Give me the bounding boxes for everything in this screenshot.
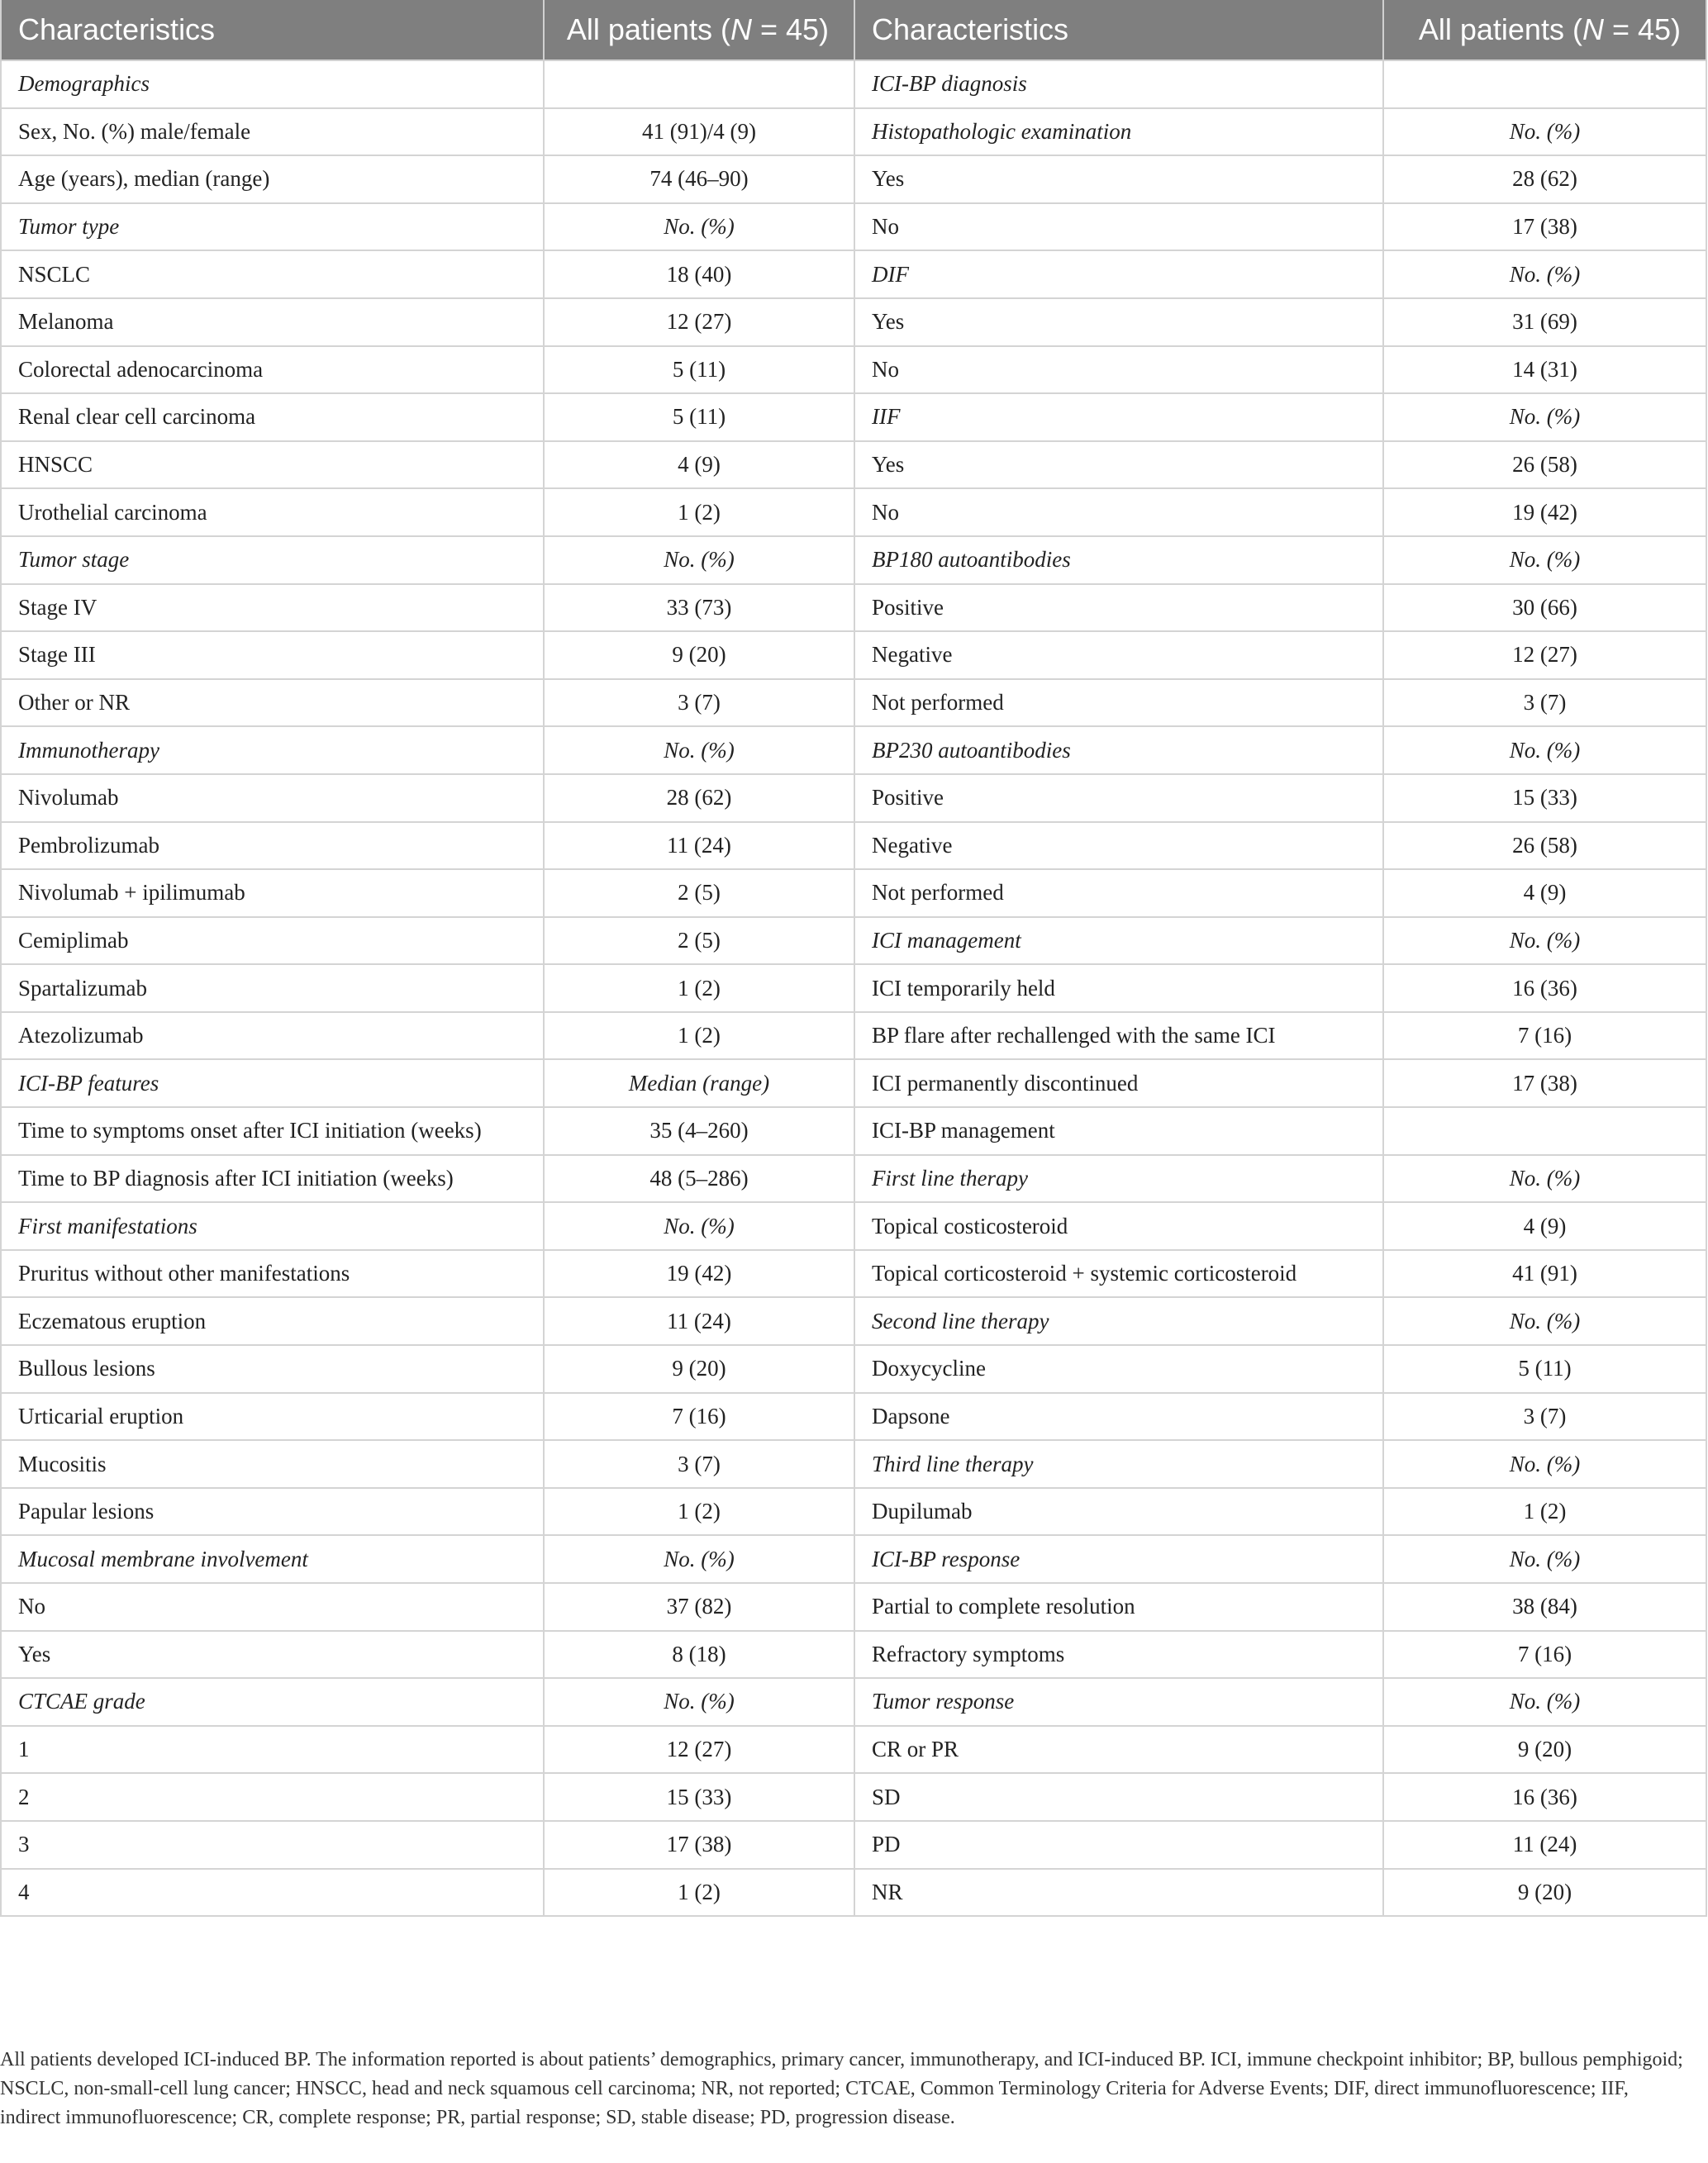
right-value-cell: 41 (91) [1383, 1250, 1706, 1298]
table-row [1, 1488, 1706, 1536]
left-characteristic-cell: Demographics [1, 60, 544, 108]
right-characteristic-cell: BP230 autoantibodies [854, 726, 1383, 774]
left-characteristic-cell: Colorectal adenocarcinoma [1, 346, 544, 394]
right-characteristic-cell: Third line therapy [854, 1440, 1383, 1488]
left-characteristic-cell: Stage III [1, 631, 544, 679]
left-value-cell: 3 (7) [544, 1440, 854, 1488]
table-body [1, 60, 1706, 1916]
left-characteristic-cell: Pruritus without other manifestations [1, 1250, 544, 1298]
table-row [1, 1012, 1706, 1060]
table-row [1, 679, 1706, 727]
header-n: N [1582, 12, 1604, 46]
right-value-cell: 31 (69) [1383, 298, 1706, 346]
right-value-cell: 14 (31) [1383, 346, 1706, 394]
right-value-cell: No. (%) [1383, 250, 1706, 298]
left-value-cell: 2 (5) [544, 869, 854, 917]
table-row [1, 1440, 1706, 1488]
left-characteristic-cell: Cemiplimab [1, 917, 544, 965]
table-row [1, 1202, 1706, 1250]
right-characteristic-cell: CR or PR [854, 1726, 1383, 1774]
left-characteristic-cell: Papular lesions [1, 1488, 544, 1536]
left-characteristic-cell: Renal clear cell carcinoma [1, 393, 544, 441]
right-characteristic-cell: ICI temporarily held [854, 964, 1383, 1012]
right-characteristic-cell: Positive [854, 774, 1383, 822]
table-row [1, 1250, 1706, 1298]
right-value-cell: 5 (11) [1383, 1345, 1706, 1393]
header-characteristics-left: Characteristics [1, 0, 544, 60]
right-value-cell: 7 (16) [1383, 1631, 1706, 1679]
left-value-cell: 2 (5) [544, 917, 854, 965]
left-value-cell: 7 (16) [544, 1393, 854, 1441]
table-row [1, 346, 1706, 394]
table-row [1, 488, 1706, 536]
right-characteristic-cell: No [854, 488, 1383, 536]
left-characteristic-cell: CTCAE grade [1, 1678, 544, 1726]
right-characteristic-cell: Yes [854, 155, 1383, 203]
table-row [1, 203, 1706, 251]
left-characteristic-cell: No [1, 1583, 544, 1631]
left-characteristic-cell: 2 [1, 1773, 544, 1821]
table-row [1, 1155, 1706, 1203]
right-value-cell: 38 (84) [1383, 1583, 1706, 1631]
header-suffix: = 45) [1603, 12, 1681, 46]
right-value-cell: 7 (16) [1383, 1012, 1706, 1060]
left-value-cell: 15 (33) [544, 1773, 854, 1821]
left-value-cell: 5 (11) [544, 346, 854, 394]
right-value-cell: 30 (66) [1383, 584, 1706, 632]
right-characteristic-cell: ICI management [854, 917, 1383, 965]
right-characteristic-cell: First line therapy [854, 1155, 1383, 1203]
left-value-cell: 11 (24) [544, 822, 854, 870]
right-characteristic-cell: Dupilumab [854, 1488, 1383, 1536]
left-value-cell: No. (%) [544, 1678, 854, 1726]
right-characteristic-cell: Not performed [854, 679, 1383, 727]
left-value-cell: 35 (4–260) [544, 1107, 854, 1155]
right-characteristic-cell: Negative [854, 631, 1383, 679]
right-value-cell: 16 (36) [1383, 1773, 1706, 1821]
right-value-cell: No. (%) [1383, 393, 1706, 441]
left-characteristic-cell: Time to BP diagnosis after ICI initiation (weeks) [1, 1155, 544, 1203]
left-characteristic-cell: Bullous lesions [1, 1345, 544, 1393]
left-characteristic-cell: Pembrolizumab [1, 822, 544, 870]
right-value-cell: 15 (33) [1383, 774, 1706, 822]
left-value-cell: 3 (7) [544, 679, 854, 727]
left-value-cell: 1 (2) [544, 1012, 854, 1060]
right-value-cell: No. (%) [1383, 726, 1706, 774]
table-row [1, 584, 1706, 632]
left-characteristic-cell: Eczematous eruption [1, 1297, 544, 1345]
table-row [1, 964, 1706, 1012]
left-value-cell: No. (%) [544, 536, 854, 584]
right-characteristic-cell: Refractory symptoms [854, 1631, 1383, 1679]
left-characteristic-cell: Tumor stage [1, 536, 544, 584]
left-characteristic-cell: Mucositis [1, 1440, 544, 1488]
right-characteristic-cell: Topical corticosteroid + systemic corticosteroid [854, 1250, 1383, 1298]
left-characteristic-cell: Immunotherapy [1, 726, 544, 774]
table-row [1, 60, 1706, 108]
left-characteristic-cell: Mucosal membrane involvement [1, 1535, 544, 1583]
left-value-cell: 1 (2) [544, 1488, 854, 1536]
right-value-cell: 9 (20) [1383, 1726, 1706, 1774]
left-value-cell: 5 (11) [544, 393, 854, 441]
right-characteristic-cell: Tumor response [854, 1678, 1383, 1726]
right-characteristic-cell: PD [854, 1821, 1383, 1869]
header-n: N [730, 12, 752, 46]
table-row [1, 1678, 1706, 1726]
right-value-cell: 4 (9) [1383, 1202, 1706, 1250]
right-characteristic-cell: Yes [854, 298, 1383, 346]
header-characteristics-right: Characteristics [854, 0, 1383, 60]
right-value-cell: 17 (38) [1383, 203, 1706, 251]
right-characteristic-cell: ICI permanently discontinued [854, 1059, 1383, 1107]
left-characteristic-cell: Tumor type [1, 203, 544, 251]
table-row [1, 1869, 1706, 1917]
table-row [1, 250, 1706, 298]
right-value-cell: 19 (42) [1383, 488, 1706, 536]
left-value-cell: 41 (91)/4 (9) [544, 108, 854, 156]
table-row [1, 1297, 1706, 1345]
left-value-cell: 33 (73) [544, 584, 854, 632]
header-row [1, 0, 1706, 60]
table-row [1, 726, 1706, 774]
right-characteristic-cell: Second line therapy [854, 1297, 1383, 1345]
left-characteristic-cell: Other or NR [1, 679, 544, 727]
left-characteristic-cell: Spartalizumab [1, 964, 544, 1012]
table-row [1, 1821, 1706, 1869]
right-characteristic-cell: Not performed [854, 869, 1383, 917]
right-value-cell: 4 (9) [1383, 869, 1706, 917]
right-value-cell: 26 (58) [1383, 822, 1706, 870]
right-characteristic-cell: DIF [854, 250, 1383, 298]
right-value-cell: 16 (36) [1383, 964, 1706, 1012]
table-row [1, 822, 1706, 870]
table-row [1, 869, 1706, 917]
table-row [1, 1583, 1706, 1631]
table-row [1, 774, 1706, 822]
right-characteristic-cell: Positive [854, 584, 1383, 632]
right-value-cell: No. (%) [1383, 1535, 1706, 1583]
left-value-cell: 9 (20) [544, 631, 854, 679]
right-value-cell: No. (%) [1383, 1440, 1706, 1488]
left-value-cell: 1 (2) [544, 964, 854, 1012]
left-value-cell [544, 60, 854, 108]
left-value-cell: No. (%) [544, 1202, 854, 1250]
header-all-patients-left [544, 0, 854, 60]
left-characteristic-cell: NSCLC [1, 250, 544, 298]
table-row [1, 917, 1706, 965]
header-all-patients-right [1383, 0, 1706, 60]
table-row [1, 298, 1706, 346]
right-value-cell: 11 (24) [1383, 1821, 1706, 1869]
left-value-cell: No. (%) [544, 203, 854, 251]
right-value-cell: No. (%) [1383, 108, 1706, 156]
left-characteristic-cell: HNSCC [1, 441, 544, 489]
table-row [1, 1345, 1706, 1393]
header-suffix: = 45) [751, 12, 829, 46]
table-row [1, 441, 1706, 489]
left-value-cell: 12 (27) [544, 1726, 854, 1774]
right-characteristic-cell: Negative [854, 822, 1383, 870]
left-value-cell: 48 (5–286) [544, 1155, 854, 1203]
left-value-cell: 19 (42) [544, 1250, 854, 1298]
right-characteristic-cell: BP flare after rechallenged with the same ICI [854, 1012, 1383, 1060]
right-characteristic-cell: Dapsone [854, 1393, 1383, 1441]
right-value-cell: 26 (58) [1383, 441, 1706, 489]
left-value-cell: 4 (9) [544, 441, 854, 489]
left-characteristic-cell: 4 [1, 1869, 544, 1917]
right-value-cell: 3 (7) [1383, 679, 1706, 727]
left-value-cell: 74 (46–90) [544, 155, 854, 203]
right-characteristic-cell: SD [854, 1773, 1383, 1821]
left-characteristic-cell: Yes [1, 1631, 544, 1679]
table-row [1, 1726, 1706, 1774]
left-value-cell: 9 (20) [544, 1345, 854, 1393]
right-value-cell: 28 (62) [1383, 155, 1706, 203]
right-value-cell: 1 (2) [1383, 1488, 1706, 1536]
left-characteristic-cell: Urothelial carcinoma [1, 488, 544, 536]
table-row [1, 108, 1706, 156]
left-characteristic-cell: Urticarial eruption [1, 1393, 544, 1441]
right-characteristic-cell: ICI-BP response [854, 1535, 1383, 1583]
left-characteristic-cell: 3 [1, 1821, 544, 1869]
header-prefix: All patients ( [566, 12, 730, 46]
left-value-cell: Median (range) [544, 1059, 854, 1107]
right-characteristic-cell: Partial to complete resolution [854, 1583, 1383, 1631]
left-value-cell: No. (%) [544, 726, 854, 774]
right-characteristic-cell: BP180 autoantibodies [854, 536, 1383, 584]
right-value-cell: No. (%) [1383, 917, 1706, 965]
right-characteristic-cell: No [854, 203, 1383, 251]
table-row [1, 1393, 1706, 1441]
table-header [1, 0, 1706, 60]
right-value-cell [1383, 60, 1706, 108]
right-characteristic-cell: NR [854, 1869, 1383, 1917]
left-value-cell: 8 (18) [544, 1631, 854, 1679]
left-characteristic-cell: ICI-BP features [1, 1059, 544, 1107]
left-value-cell: 11 (24) [544, 1297, 854, 1345]
table-footnote: All patients developed ICI-induced BP. The information reported is about patients’ demographics, primary cancer, immunotherapy, and ICI-induced BP. ICI, immune checkpoint inhibitor; BP, bullous pemphigoid; NSCLC, non-small-cell lung cancer; HNSCC, head and neck squamous cell carcinoma; NR, not reported; CTCAE, Common Terminology Criteria for Adverse Events; DIF, direct immunofluorescence; IIF, indirect immunofluorescence; CR, complete response; PR, partial response; SD, stable disease; PD, progression disease. [0, 2049, 1683, 2128]
right-value-cell [1383, 1107, 1706, 1155]
left-value-cell: No. (%) [544, 1535, 854, 1583]
right-characteristic-cell: Doxycycline [854, 1345, 1383, 1393]
left-characteristic-cell: Atezolizumab [1, 1012, 544, 1060]
right-characteristic-cell: ICI-BP management [854, 1107, 1383, 1155]
table-row [1, 1773, 1706, 1821]
left-characteristic-cell: Age (years), median (range) [1, 155, 544, 203]
left-value-cell: 17 (38) [544, 1821, 854, 1869]
right-value-cell: 3 (7) [1383, 1393, 1706, 1441]
table-row [1, 393, 1706, 441]
left-value-cell: 1 (2) [544, 488, 854, 536]
left-value-cell: 1 (2) [544, 1869, 854, 1917]
left-characteristic-cell: Melanoma [1, 298, 544, 346]
right-value-cell: 9 (20) [1383, 1869, 1706, 1917]
table-row [1, 536, 1706, 584]
left-characteristic-cell: Time to symptoms onset after ICI initiation (weeks) [1, 1107, 544, 1155]
right-characteristic-cell: Topical costicosteroid [854, 1202, 1383, 1250]
left-value-cell: 18 (40) [544, 250, 854, 298]
left-characteristic-cell: First manifestations [1, 1202, 544, 1250]
left-characteristic-cell: Nivolumab + ipilimumab [1, 869, 544, 917]
left-characteristic-cell: 1 [1, 1726, 544, 1774]
table-row [1, 1059, 1706, 1107]
right-characteristic-cell: No [854, 346, 1383, 394]
table-row [1, 631, 1706, 679]
left-value-cell: 12 (27) [544, 298, 854, 346]
left-characteristic-cell: Stage IV [1, 584, 544, 632]
left-characteristic-cell: Nivolumab [1, 774, 544, 822]
table-row [1, 155, 1706, 203]
left-value-cell: 37 (82) [544, 1583, 854, 1631]
right-value-cell: 17 (38) [1383, 1059, 1706, 1107]
left-characteristic-cell: Sex, No. (%) male/female [1, 108, 544, 156]
right-value-cell: No. (%) [1383, 1678, 1706, 1726]
table-row [1, 1107, 1706, 1155]
right-characteristic-cell: IIF [854, 393, 1383, 441]
table-row [1, 1535, 1706, 1583]
right-value-cell: No. (%) [1383, 536, 1706, 584]
right-value-cell: No. (%) [1383, 1155, 1706, 1203]
right-value-cell: 12 (27) [1383, 631, 1706, 679]
right-characteristic-cell: Histopathologic examination [854, 108, 1383, 156]
header-prefix: All patients ( [1418, 12, 1582, 46]
right-characteristic-cell: ICI-BP diagnosis [854, 60, 1383, 108]
left-value-cell: 28 (62) [544, 774, 854, 822]
right-characteristic-cell: Yes [854, 441, 1383, 489]
table-row [1, 1631, 1706, 1679]
right-value-cell: No. (%) [1383, 1297, 1706, 1345]
